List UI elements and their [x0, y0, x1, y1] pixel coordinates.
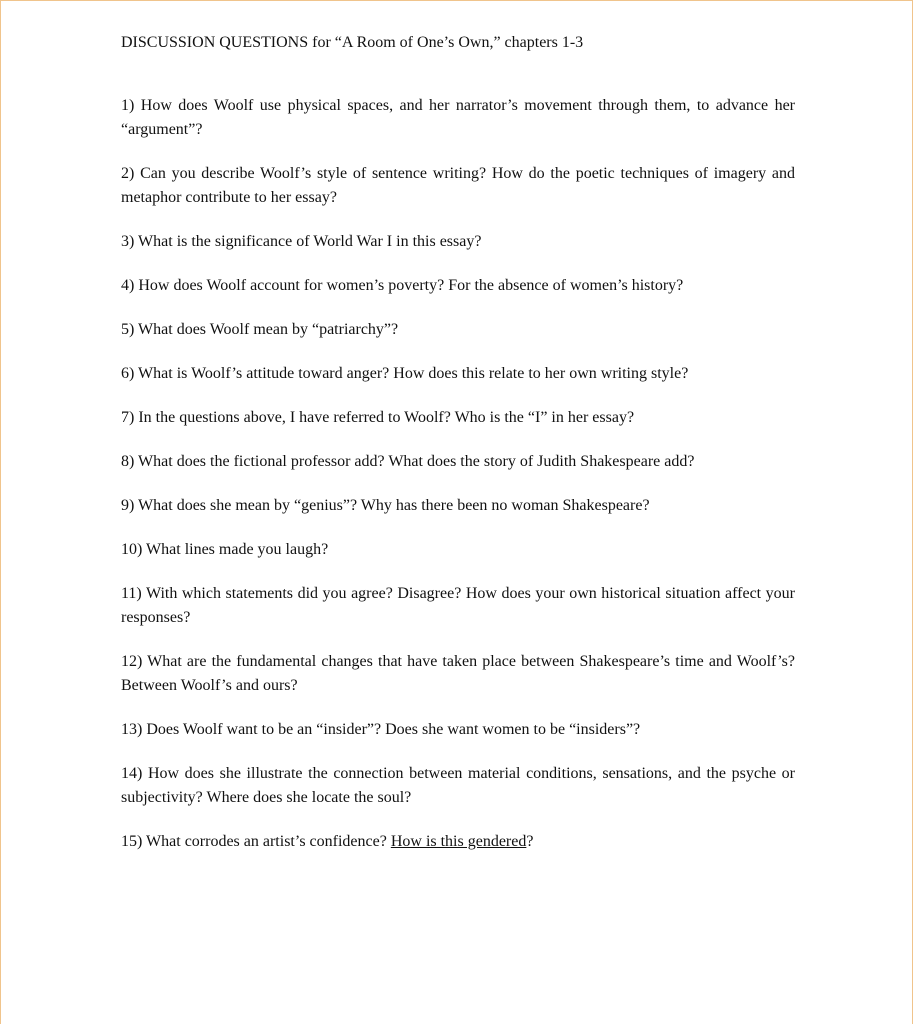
question-15-prefix: 15) What corrodes an artist’s confidence? [121, 833, 391, 850]
question-4: 4) How does Woolf account for women’s poverty? For the absence of women’s history? [121, 277, 684, 294]
question-15-suffix: ? [526, 833, 534, 850]
question-7: 7) In the questions above, I have referred to Woolf? Who is the “I” in her essay? [121, 409, 635, 426]
question-5: 5) What does Woolf mean by “patriarchy”? [121, 321, 399, 338]
question-15-underlined: How is this gendered [390, 833, 527, 850]
question-14: 14) How does she illustrate the connection between material conditions, sensations, and the psyche or subjectivity? Where does she locate the soul? [121, 765, 795, 806]
question-9: 9) What does she mean by “genius”? Why has there been no woman Shakespeare? [121, 497, 650, 514]
question-10: 10) What lines made you laugh? [121, 541, 329, 558]
question-8: 8) What does the fictional professor add? What does the story of Judith Shakespeare add? [121, 453, 695, 470]
question-2: 2) Can you describe Woolf’s style of sentence writing? How do the poetic techniques of imagery and metaphor contribute to her essay? [121, 165, 795, 206]
question-15 [121, 830, 795, 854]
question-6: 6) What is Woolf’s attitude toward anger? How does this relate to her own writing style? [121, 365, 689, 382]
question-13: 13) Does Woolf want to be an “insider”? Does she want women to be “insiders”? [121, 721, 641, 738]
document-body [121, 31, 795, 874]
page-title: DISCUSSION QUESTIONS for “A Room of One’s Own,” chapters 1-3 [121, 34, 584, 51]
question-3: 3) What is the significance of World War I in this essay? [121, 233, 482, 250]
question-1: 1) How does Woolf use physical spaces, and her narrator’s movement through them, to advance her “argument”? [121, 97, 795, 138]
question-12: 12) What are the fundamental changes that have taken place between Shakespeare’s time and Woolf’s? Between Woolf’s and ours? [121, 653, 795, 694]
question-11: 11) With which statements did you agree? Disagree? How does your own historical situation affect your responses? [121, 585, 795, 626]
